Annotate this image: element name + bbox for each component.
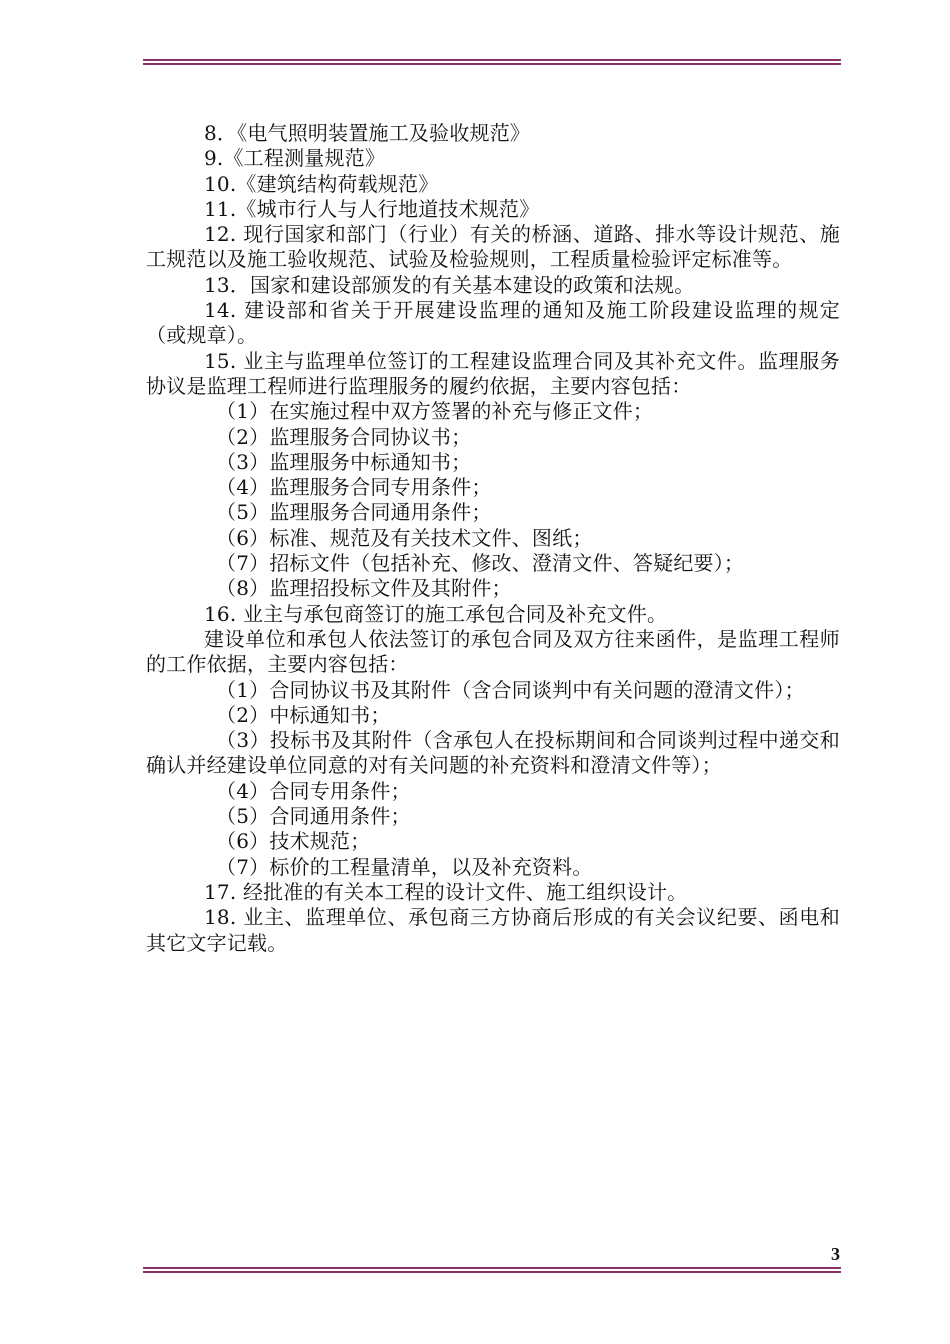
document-body [146, 121, 840, 956]
page-number: 3 [831, 1244, 840, 1264]
list-item: 10.《建筑结构荷载规范》 [204, 171, 439, 196]
sub-list-item: （3）投标书及其附件（含承包人在投标期间和合同谈判过程中递交和确认并经建设单位同意的对有关问题的补充资料和澄清文件等）； [146, 728, 840, 778]
sub-list-item: （8）监理招投标文件及其附件； [216, 576, 512, 601]
list-item: 14. 建设部和省关于开展建设监理的通知及施工阶段建设监理的规定（或规章）。 [146, 298, 840, 348]
list-item: 8．《电气照明装置施工及验收规范》 [204, 121, 531, 145]
sub-list-item: （1）合同协议书及其附件（含合同谈判中有关问题的澄清文件）； [216, 677, 805, 702]
sub-list-item: （4）合同专用条件； [216, 778, 411, 803]
paragraph: 建设单位和承包人依法签订的承包合同及双方往来函件，是监理工程师的工作依据，主要内容包括： [146, 626, 840, 677]
list-item: 13．国家和建设部颁发的有关基本建设的政策和法规。 [204, 272, 695, 297]
list-item: 11.《城市行人与人行地道技术规范》 [204, 196, 540, 221]
list-item: 15. 业主与监理单位签订的工程建设监理合同及其补充文件。监理服务协议是监理工程师进行监理服务的履约依据，主要内容包括： [146, 348, 840, 398]
sub-list-item: （5）合同通用条件； [216, 804, 411, 829]
list-item: 16. 业主与承包商签订的施工承包合同及补充文件。 [204, 601, 668, 626]
sub-list-item: （1）在实施过程中双方签署的补充与修正文件； [216, 399, 654, 424]
sub-list-item: （3）监理服务中标通知书； [216, 449, 472, 474]
list-item: 18. 业主、监理单位、承包商三方协商后形成的有关会议纪要、函电和其它文字记载。 [146, 905, 840, 955]
sub-list-item: （7）标价的工程量清单，以及补充资料。 [216, 854, 593, 879]
list-item: 9.《工程测量规范》 [204, 146, 386, 171]
list-item: 12. 现行国家和部门（行业）有关的桥涵、道路、排水等设计规范、施工规范以及施工验收规范、试验及检验规则，工程质量检验评定标准等。 [146, 222, 840, 272]
header-rule [143, 59, 841, 65]
sub-list-item: （7）招标文件（包括补充、修改、澄清文件、答疑纪要）； [216, 551, 745, 576]
sub-list-item: （2）中标通知书； [216, 702, 391, 727]
sub-list-item: （6）技术规范； [216, 829, 371, 854]
sub-list-item: （2）监理服务合同协议书； [216, 424, 472, 449]
sub-list-item: （5）监理服务合同通用条件； [216, 500, 492, 525]
list-item: 17. 经批准的有关本工程的设计文件、施工组织设计。 [204, 879, 688, 904]
footer-rule [143, 1267, 841, 1273]
sub-list-item: （4）监理服务合同专用条件； [216, 475, 492, 500]
sub-list-item: （6）标准、规范及有关技术文件、图纸； [216, 525, 593, 550]
